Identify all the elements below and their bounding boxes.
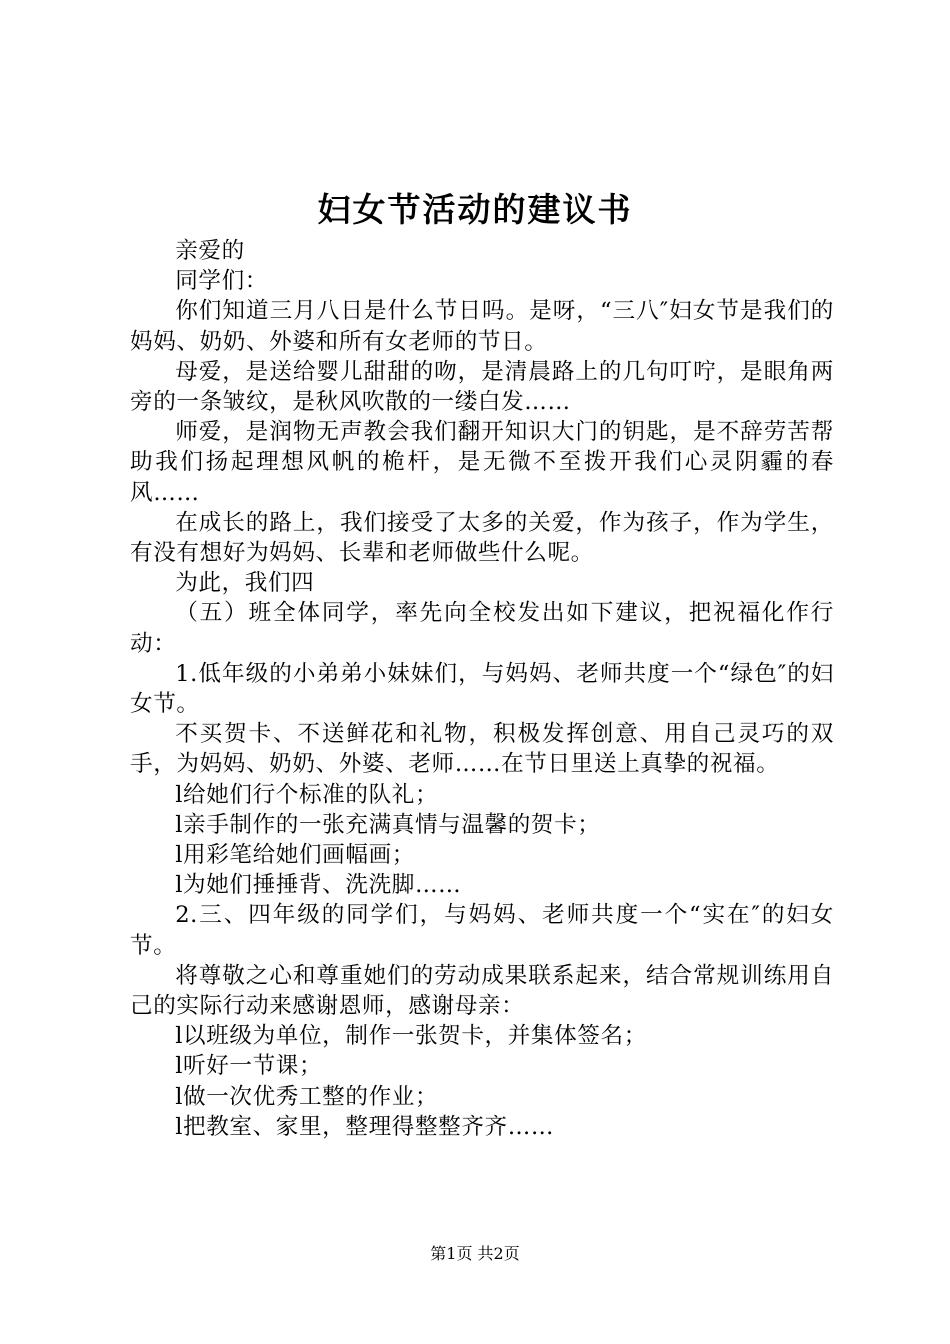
body-paragraph: 在成长的路上，我们接受了太多的关爱，作为孩子，作为学生，有没有想好为妈妈、长辈和老师做些什么呢。 bbox=[130, 509, 834, 567]
section-heading: 2.三、四年级的同学们，与妈妈、老师共度一个“实在″的妇女节。 bbox=[130, 902, 834, 959]
section-heading: 1.低年级的小弟弟小妹妹们，与妈妈、老师共度一个“绿色″的妇女节。 bbox=[130, 660, 834, 718]
list-item: l以班级为单位，制作一张贺卡，并集体签名； bbox=[175, 1023, 647, 1050]
list-item: l做一次优秀工整的作业； bbox=[175, 1083, 439, 1110]
list-item: l把教室、家里，整理得整整齐齐…… bbox=[175, 1113, 555, 1140]
page-footer: 第1页 共2页 bbox=[430, 1244, 520, 1263]
body-paragraph: 不买贺卡、不送鲜花和礼物，积极发挥创意、用自己灵巧的双手，为妈妈、奶奶、外婆、老师……在节日里送上真挚的祝福。 bbox=[130, 721, 834, 778]
salutation-line: 同学们： bbox=[175, 268, 268, 295]
document-body bbox=[130, 236, 834, 1142]
list-item: l听好一节课； bbox=[175, 1053, 323, 1080]
body-paragraph: 母爱，是送给婴儿甜甜的吻，是清晨路上的几句叮咛，是眼角两旁的一条皱纹，是秋风吹散的一缕白发…… bbox=[130, 358, 834, 416]
body-paragraph: 将尊敬之心和尊重她们的劳动成果联系起来，结合常规训练用自己的实际行动来感谢恩师，感谢母亲： bbox=[130, 962, 834, 1020]
list-item: l用彩笔给她们画幅画； bbox=[175, 842, 415, 869]
list-item: l亲手制作的一张充满真情与温馨的贺卡； bbox=[175, 811, 601, 838]
salutation-line: 亲爱的 bbox=[175, 238, 245, 264]
body-paragraph: 师爱，是润物无声教会我们翻开知识大门的钥匙，是不辞劳苦帮助我们扬起理想风帆的桅杆，是无微不至拨开我们心灵阴霾的春风…… bbox=[130, 419, 834, 506]
list-item: l为她们捶捶背、洗洗脚…… bbox=[175, 872, 462, 899]
body-paragraph: （五）班全体同学，率先向全校发出如下建议，把祝福化作行动： bbox=[130, 600, 834, 657]
body-paragraph: 为此，我们四 bbox=[175, 570, 315, 597]
body-paragraph: 你们知道三月八日是什么节日吗。是呀，“三八″妇女节是我们的妈妈、奶奶、外婆和所有女老师的节日。 bbox=[130, 298, 834, 355]
document-title: 妇女节活动的建议书 bbox=[317, 190, 633, 229]
list-item: l给她们行个标准的队礼； bbox=[175, 781, 439, 808]
